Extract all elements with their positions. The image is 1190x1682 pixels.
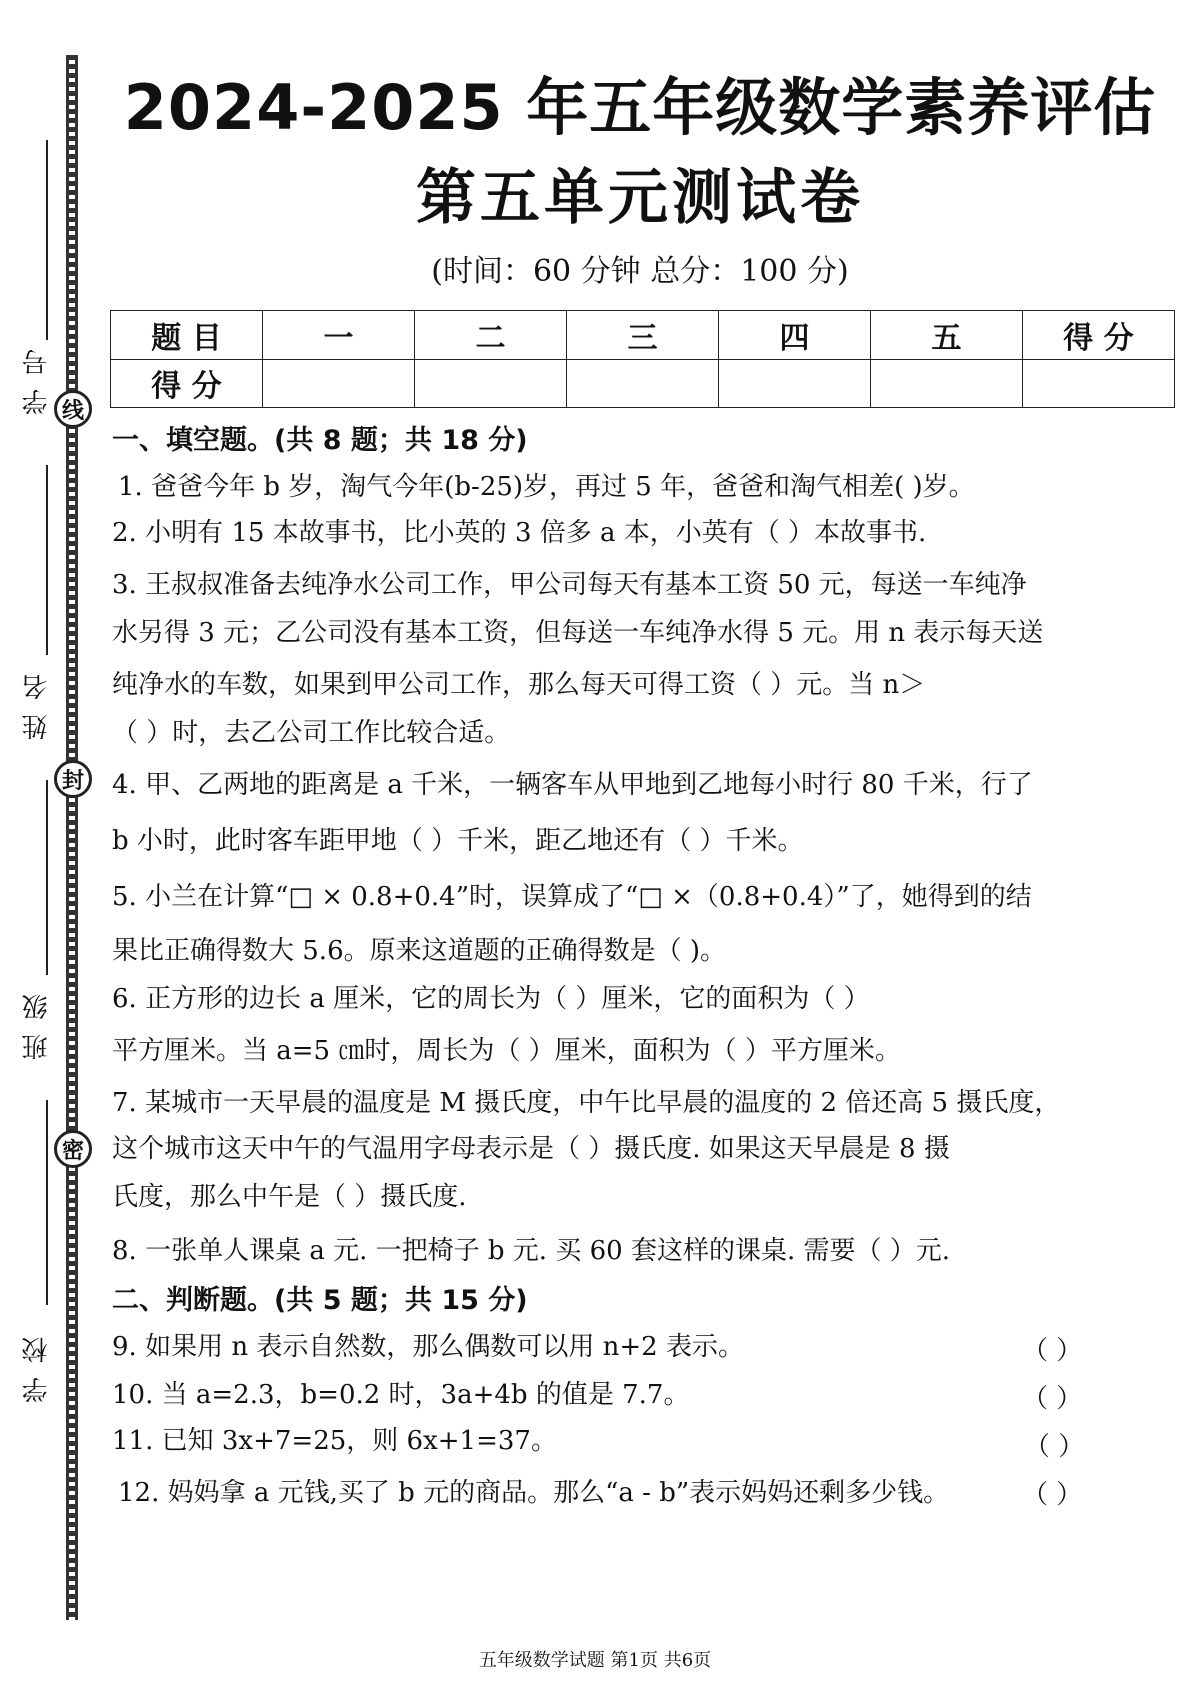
seal-mark-secret: 密 [54,1130,92,1168]
judge-question: 9. 如果用 n 表示自然数，那么偶数可以用 n+2 表示。 [112,1332,744,1362]
name-line [46,465,48,655]
class-label: 班级 [22,980,52,1060]
question-line: 氏度，那么中午是（ ）摄氏度. [112,1182,467,1212]
question-line: b 小时，此时客车距甲地（ ）千米，距乙地还有（ ）千米。 [112,826,804,856]
exam-meta: (时间：60 分钟 总分：100 分) [431,254,849,289]
page-title: 2024-2025 年五年级数学素养评估 [123,71,1157,144]
score-header-cell: 题 目 [111,311,263,360]
page-footer: 五年级数学试题 第1页 共6页 [478,1650,712,1671]
question-line: 水另得 3 元；乙公司没有基本工资，但每送一车纯净水得 5 元。用 n 表示每天送 [112,618,1044,648]
score-cell [263,359,415,408]
judge-question: 11. 已知 3x+7=25，则 6x+1=37。 [112,1426,557,1456]
score-header-cell: 二 [415,311,567,360]
student-id-label: 学号 [22,335,52,415]
question-line: 7. 某城市一天早晨的温度是 M 摄氏度，中午比早晨的温度的 2 倍还高 5 摄氏度， [112,1088,1061,1118]
score-header-cell: 得 分 [1023,311,1175,360]
score-cell [1023,359,1175,408]
question-line: 8. 一张单人课桌 a 元. 一把椅子 b 元. 买 60 套这样的课桌. 需要（ ）元. [112,1236,951,1266]
seal-mark-seal: 封 [54,760,92,798]
score-table-header-row [111,311,1175,360]
score-table-score-row [111,359,1175,408]
score-header-cell: 一 [263,311,415,360]
question-line: 这个城市这天中午的气温用字母表示是（ ）摄氏度. 如果这天早晨是 8 摄 [112,1134,950,1164]
name-label: 姓名 [22,660,52,740]
seal-mark-line: 线 [54,390,92,428]
section-heading-fill-blank: 一、填空题。(共 8 题；共 18 分) [112,425,528,456]
question-line: 平方厘米。当 a=5 ㎝时，周长为（ ）厘米，面积为（ ）平方厘米。 [112,1036,901,1066]
judge-question: 10. 当 a=2.3，b=0.2 时，3a+4b 的值是 7.7。 [112,1380,690,1410]
question-line: 5. 小兰在计算“□ × 0.8+0.4”时，误算成了“□ ×（0.8+0.4）”了，她得到的结 [112,882,1032,912]
school-label: 学校 [22,1323,52,1403]
question-line: 果比正确得数大 5.6。原来这道题的正确得数是（ )。 [112,936,727,966]
score-header-cell: 四 [719,311,871,360]
page-subtitle: 第五单元测试卷 [416,163,864,233]
score-header-cell: 三 [567,311,719,360]
school-line [46,1100,48,1305]
question-line: 2. 小明有 15 本故事书，比小英的 3 倍多 a 本，小英有（ ）本故事书. [112,518,927,548]
score-cell [567,359,719,408]
score-header-cell: 五 [871,311,1023,360]
question-line: （ ）时，去乙公司工作比较合适。 [112,718,511,748]
section-heading-true-false: 二、判断题。(共 5 题；共 15 分) [112,1285,528,1316]
score-cell [871,359,1023,408]
class-line [46,780,48,975]
answer-paren: （ ） [1022,1384,1083,1414]
answer-paren: （ ） [1022,1336,1083,1366]
question-line: 3. 王叔叔准备去纯净水公司工作，甲公司每天有基本工资 50 元，每送一车纯净 [112,570,1027,600]
judge-question: 12. 妈妈拿 a 元钱,买了 b 元的商品。那么“a - b”表示妈妈还剩多少钱。 [118,1478,950,1508]
question-line: 4. 甲、乙两地的距离是 a 千米，一辆客车从甲地到乙地每小时行 80 千米，行了 [112,770,1033,800]
score-row-label: 得 分 [111,359,263,408]
score-cell [415,359,567,408]
binding-rail [66,55,78,1620]
question-line: 6. 正方形的边长 a 厘米，它的周长为（ ）厘米，它的面积为（ ） [112,984,870,1014]
answer-paren: （ ） [1022,1480,1083,1510]
score-cell [719,359,871,408]
score-table [110,310,1175,408]
answer-paren: （ ） [1024,1432,1085,1462]
student-id-line [46,140,48,340]
question-line: 1. 爸爸今年 b 岁，淘气今年(b-25)岁，再过 5 年，爸爸和淘气相差( )岁。 [118,472,975,502]
question-line: 纯净水的车数，如果到甲公司工作，那么每天可得工资（ ）元。当 n＞ [112,670,926,700]
